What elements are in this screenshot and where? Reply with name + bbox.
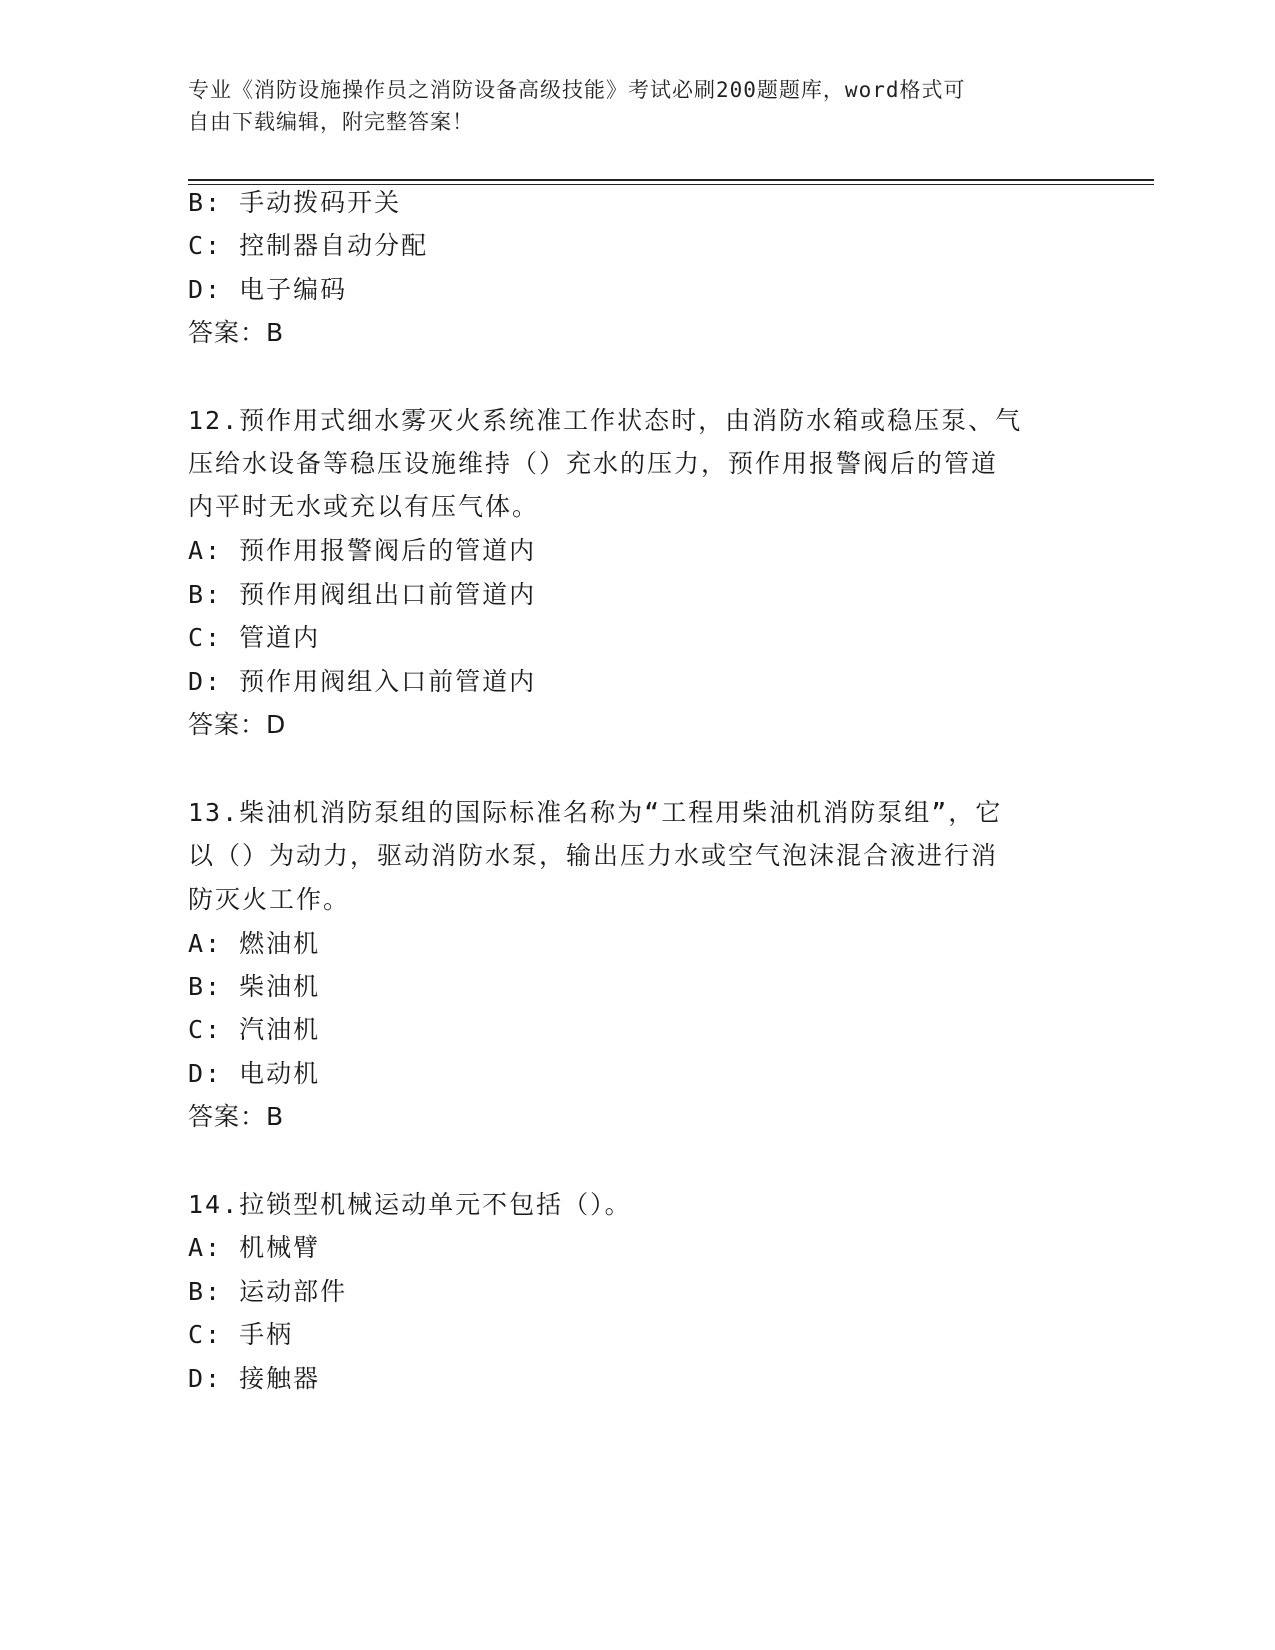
- q13-stem-line-1: 13.柴油机消防泵组的国际标准名称为“工程用柴油机消防泵组”，它: [188, 798, 1003, 827]
- q13-option-c: C: 汽油机: [188, 1015, 321, 1044]
- q14-option-d: D: 接触器: [188, 1364, 321, 1393]
- q14-stem-line-1: 14.拉锁型机械运动单元不包括（）。: [188, 1190, 632, 1219]
- q14-option-a: A: 机械臂: [188, 1233, 321, 1262]
- q12-option-a: A: 预作用报警阀后的管道内: [188, 536, 537, 565]
- q11-option-d: D: 电子编码: [188, 275, 348, 304]
- header-line-2: 自由下载编辑，附完整答案！: [188, 110, 474, 134]
- q14-option-b: B: 运动部件: [188, 1277, 348, 1306]
- header-line-1: 专业《消防设施操作员之消防设备高级技能》考试必刷200题题库，word格式可: [188, 78, 966, 102]
- q13-stem-line-3: 防灭火工作。: [188, 885, 351, 914]
- q13-answer: 答案：B: [188, 1102, 285, 1131]
- q13-option-a: A: 燃油机: [188, 929, 321, 958]
- q13-option-b: B: 柴油机: [188, 972, 321, 1001]
- q11-answer: 答案：B: [188, 318, 285, 347]
- q12-answer: 答案：D: [188, 710, 287, 739]
- q13-option-d: D: 电动机: [188, 1059, 321, 1088]
- q14-option-c: C: 手柄: [188, 1320, 294, 1349]
- q11-option-c: C: 控制器自动分配: [188, 231, 429, 260]
- q13-stem-line-2: 以（）为动力，驱动消防水泵，输出压力水或空气泡沫混合液进行消: [188, 841, 999, 870]
- q12-option-c: C: 管道内: [188, 623, 321, 652]
- q12-option-b: B: 预作用阀组出口前管道内: [188, 580, 537, 609]
- q12-stem-line-2: 压给水设备等稳压设施维持（）充水的压力，预作用报警阀后的管道: [188, 449, 999, 478]
- document-header: [188, 74, 1088, 138]
- header-rule-thin: [188, 184, 1154, 185]
- q11-option-b: B: 手动拨码开关: [188, 188, 402, 217]
- q12-stem-line-3: 内平时无水或充以有压气体。: [188, 492, 540, 521]
- q12-stem-line-1: 12.预作用式细水雾灭火系统准工作状态时，由消防水箱或稳压泵、气: [188, 406, 1023, 435]
- q12-option-d: D: 预作用阀组入口前管道内: [188, 667, 537, 696]
- header-rule-thick: [188, 179, 1154, 181]
